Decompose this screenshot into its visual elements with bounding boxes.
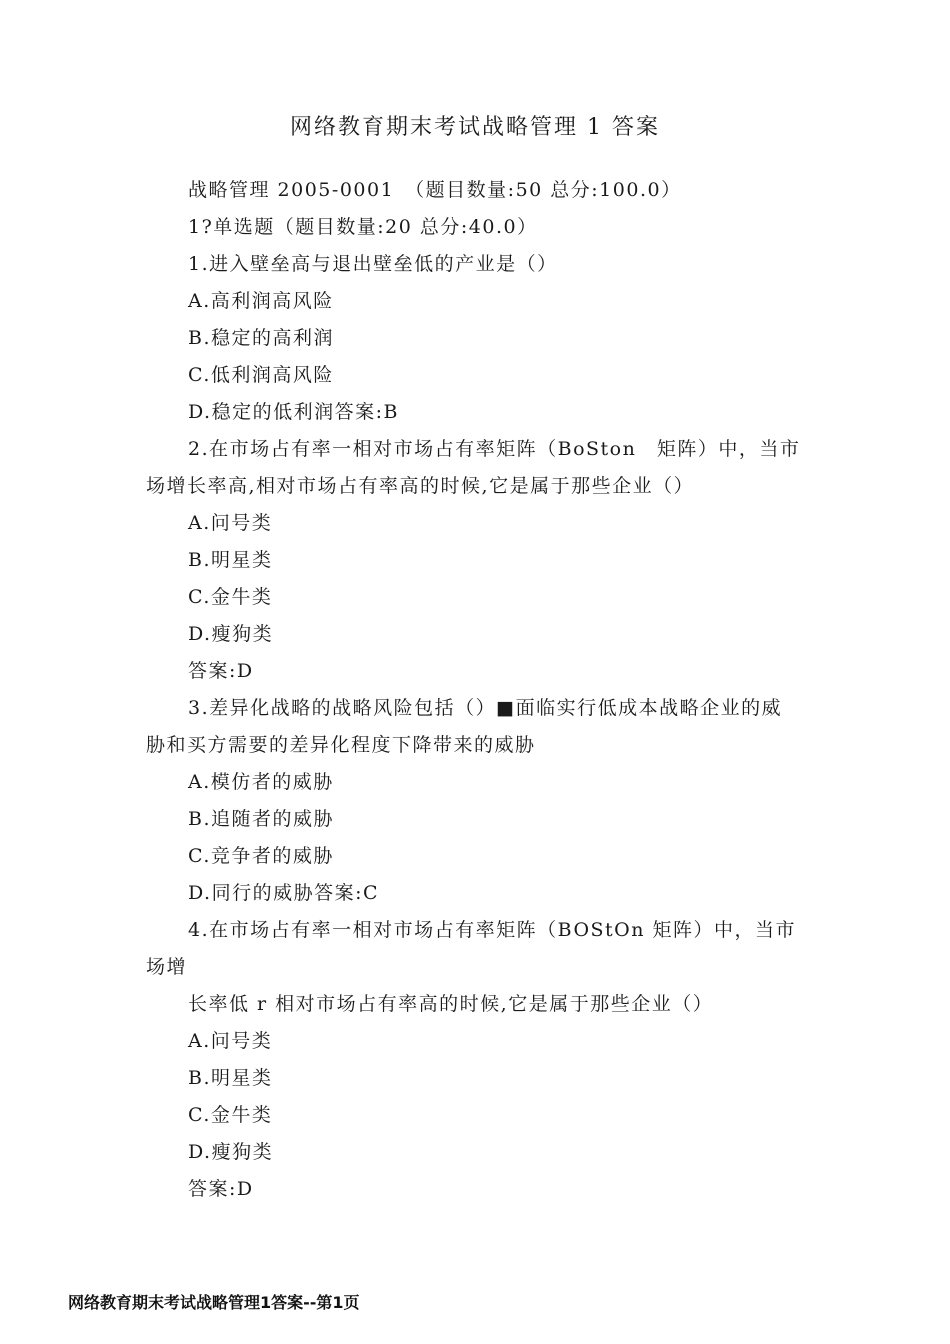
text-line: 答案:D: [188, 1178, 254, 1200]
text-line: 战略管理 2005-0001 （题目数量:50 总分:100.0）: [188, 179, 682, 201]
text-line: 1.进入壁垒高与退出壁垒低的产业是（）: [188, 253, 558, 275]
document-body: [146, 172, 826, 1208]
text-line: 答案:D: [188, 660, 254, 682]
text-line: C.低利润高风险: [188, 364, 334, 386]
text-line: 2.在市场占有率一相对市场占有率矩阵（BoSton 矩阵）中，当市: [188, 438, 801, 460]
text-line: 场增: [146, 956, 188, 978]
text-line: 3.差异化战略的战略风险包括（）■面临实行低成本战略企业的威: [188, 697, 783, 719]
text-line: A.模仿者的威胁: [188, 771, 334, 793]
text-line: 场增长率高,相对市场占有率高的时候,它是属于那些企业（）: [146, 475, 695, 497]
text-line: A.问号类: [188, 1030, 273, 1052]
text-line: B.明星类: [188, 549, 273, 571]
text-line: C.竞争者的威胁: [188, 845, 334, 867]
page-footer: 网络教育期末考试战略管理1答案--第1页: [68, 1293, 360, 1312]
text-line: A.问号类: [188, 512, 273, 534]
text-line: 1?单选题（题目数量:20 总分:40.0）: [188, 216, 538, 238]
text-line: B.明星类: [188, 1067, 273, 1089]
text-line: 长率低 r 相对市场占有率高的时候,它是属于那些企业（）: [188, 993, 714, 1015]
text-line: C.金牛类: [188, 1104, 273, 1126]
text-line: D.同行的威胁答案:C: [188, 882, 380, 904]
text-line: D.瘦狗类: [188, 1141, 274, 1163]
text-line: B.稳定的高利润: [188, 327, 335, 349]
text-line: D.瘦狗类: [188, 623, 274, 645]
document-title: 网络教育期末考试战略管理 1 答案: [290, 115, 660, 140]
text-line: D.稳定的低利润答案:B: [188, 401, 399, 423]
text-line: 胁和买方需要的差异化程度下降带来的威胁: [146, 734, 536, 756]
text-line: A.高利润高风险: [188, 290, 334, 312]
text-line: B.追随者的威胁: [188, 808, 335, 830]
text-line: C.金牛类: [188, 586, 273, 608]
text-line: 4.在市场占有率一相对市场占有率矩阵（BOStOn 矩阵）中，当市: [188, 919, 797, 941]
